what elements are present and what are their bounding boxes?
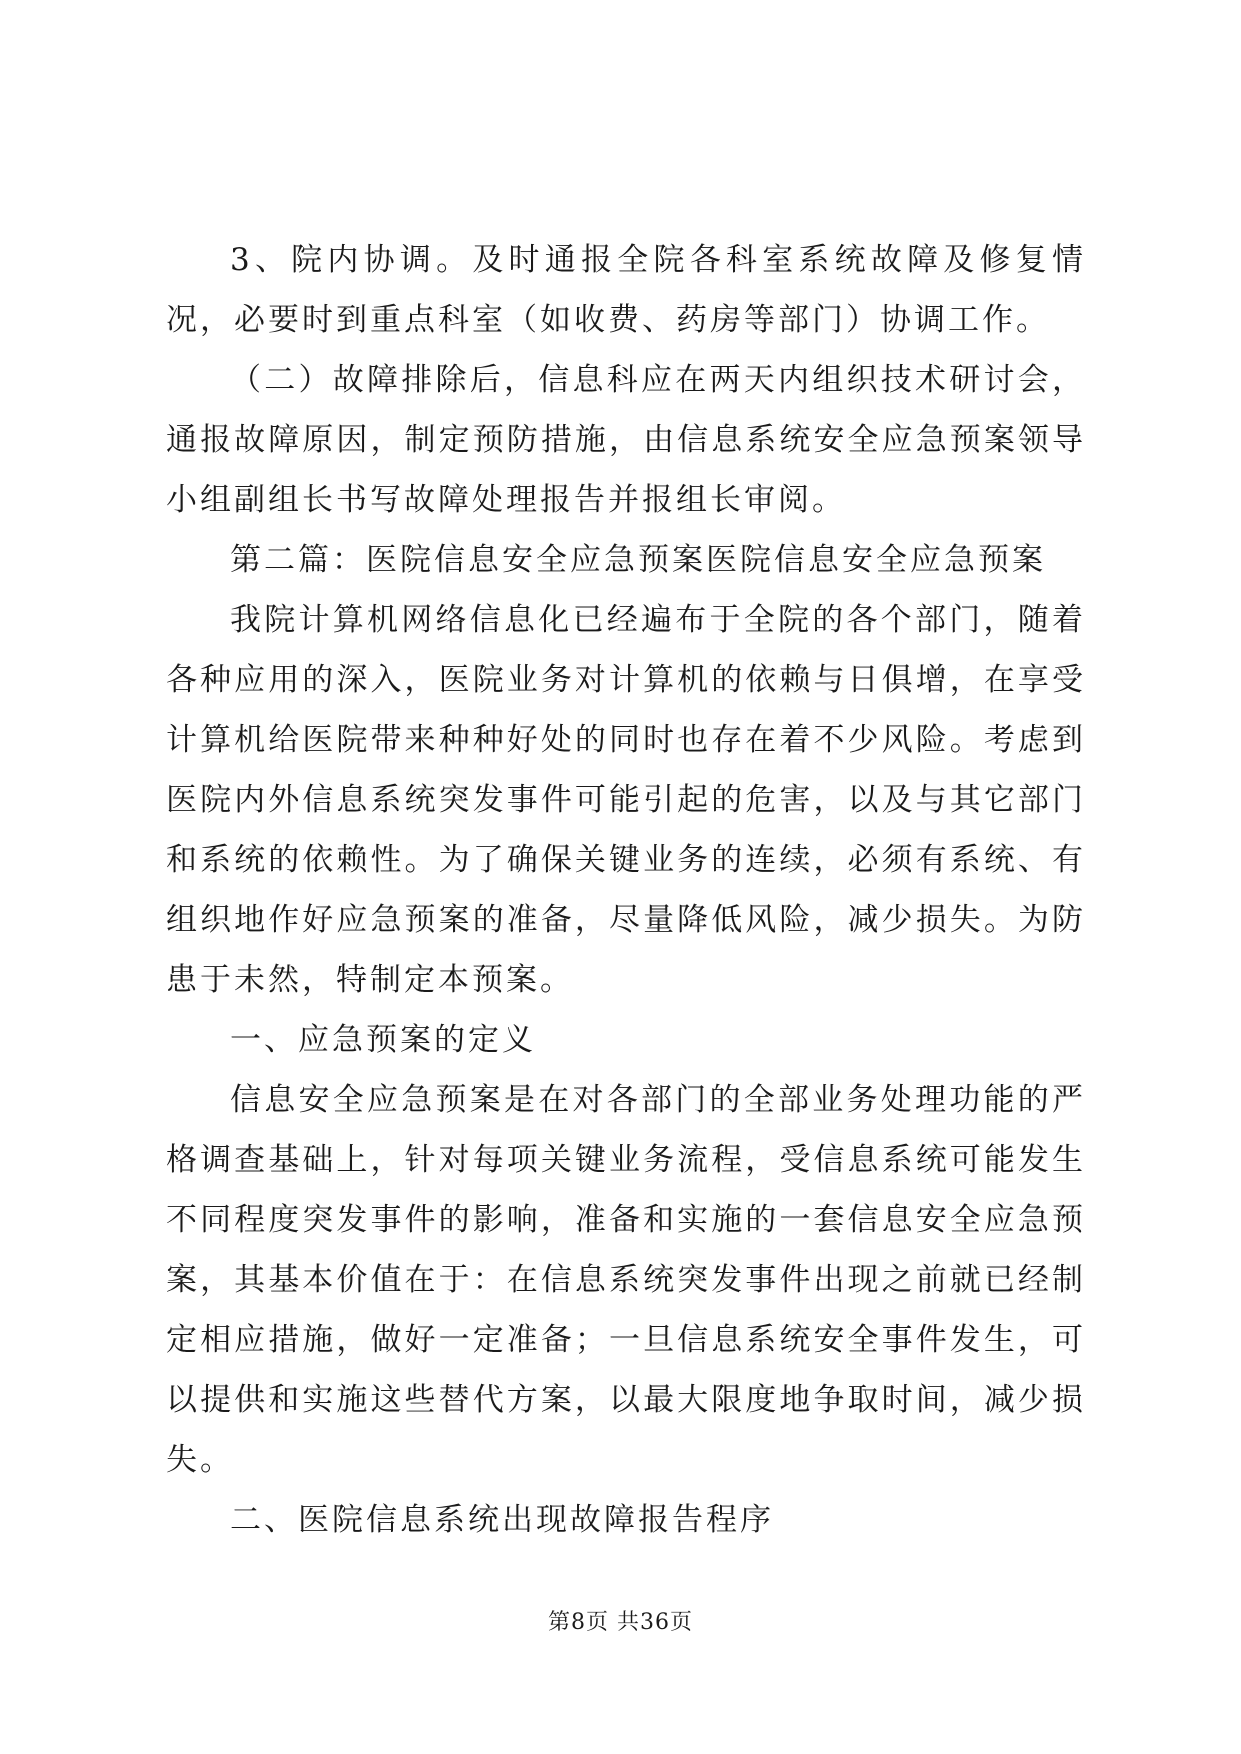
document-body — [166, 230, 1086, 1550]
paragraph-definition: 信息安全应急预案是在对各部门的全部业务处理功能的严格调查基础上，针对每项关键业务流程，受信息系统可能发生不同程度突发事件的影响，准备和实施的一套信息安全应急预案，其基本价值在于：在信息系统突发事件出现之前就已经制定相应措施，做好一定准备；一旦信息系统安全事件发生，可以提供和实施这些替代方案，以最大限度地争取时间，减少损失。 — [166, 1082, 1086, 1478]
page-number-footer: 第8页 共36页 — [548, 1610, 693, 1635]
heading-definition: 一、应急预案的定义 — [230, 1022, 536, 1058]
paragraph-introduction: 我院计算机网络信息化已经遍布于全院的各个部门，随着各种应用的深入，医院业务对计算机的依赖与日俱增，在享受计算机给医院带来种种好处的同时也存在着不少风险。考虑到医院内外信息系统突发事件可能引起的危害，以及与其它部门和系统的依赖性。为了确保关键业务的连续，必须有系统、有组织地作好应急预案的准备，尽量降低风险，减少损失。为防患于未然，特制定本预案。 — [166, 602, 1086, 998]
paragraph-coordination: 3、院内协调。及时通报全院各科室系统故障及修复情况，必要时到重点科室（如收费、药房等部门）协调工作。 — [166, 242, 1086, 338]
heading-report-procedure: 二、医院信息系统出现故障报告程序 — [230, 1502, 774, 1538]
paragraph-section-title: 第二篇：医院信息安全应急预案医院信息安全应急预案 — [230, 542, 1046, 578]
paragraph-post-repair: （二）故障排除后，信息科应在两天内组织技术研讨会，通报故障原因，制定预防措施，由信息系统安全应急预案领导小组副组长书写故障处理报告并报组长审阅。 — [166, 362, 1086, 518]
